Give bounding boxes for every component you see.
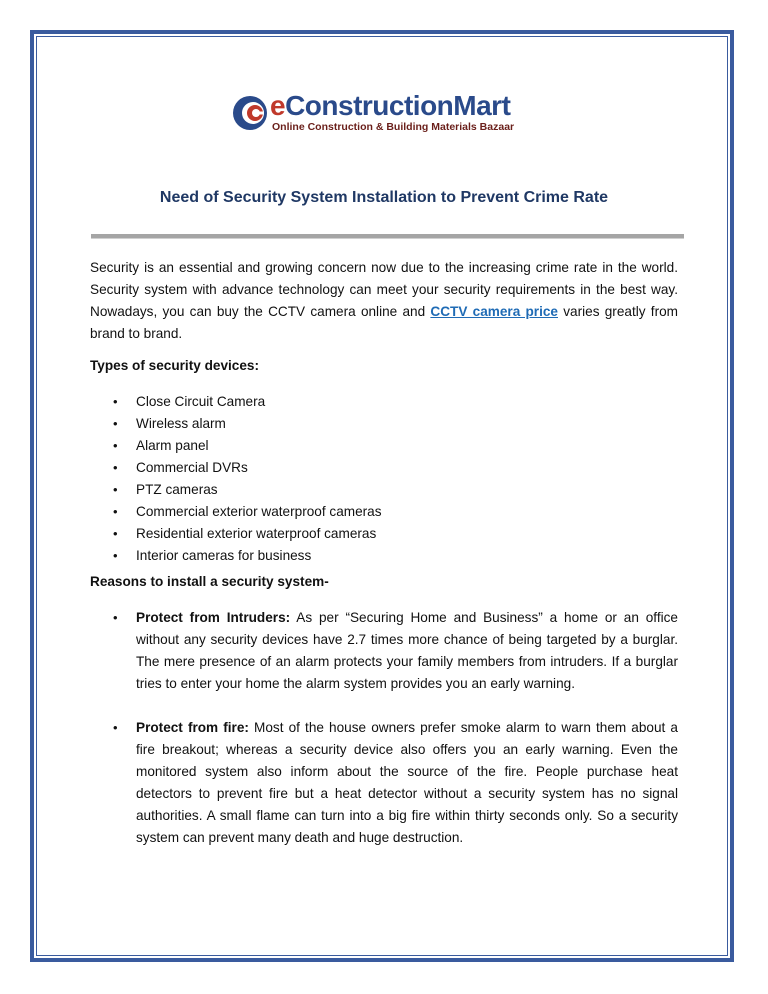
list-item: • PTZ cameras: [90, 479, 678, 501]
logo-name: [270, 90, 510, 122]
list-item: • Residential exterior waterproof cameras: [90, 523, 678, 545]
document-body: [90, 257, 678, 849]
list-item: • Interior cameras for business: [90, 545, 678, 567]
intro-paragraph: [90, 257, 678, 345]
bullet-icon: •: [113, 482, 118, 497]
reason-text: As per “Securing Home and Business” a home or an office without any security devices have 2.7 times more chance of being targeted by a burglar. The mere presence of an alarm protects your family members from intruders. If a burglar tries to enter your home the alarm system provides you an early warning.: [136, 610, 678, 691]
reason-label: Protect from Intruders:: [136, 610, 291, 625]
bullet-icon: •: [113, 416, 118, 431]
cctv-camera-price-link[interactable]: CCTV camera price: [430, 304, 558, 319]
bullet-icon: •: [113, 504, 118, 519]
list-item: • Commercial DVRs: [90, 457, 678, 479]
logo-mark-icon: [232, 94, 270, 132]
reason-item-fire: [90, 717, 678, 849]
reason-item-intruders: [90, 607, 678, 695]
bullet-icon: •: [113, 610, 118, 625]
bullet-icon: •: [113, 394, 118, 409]
logo-tagline: Online Construction & Building Materials Bazaar: [272, 121, 515, 133]
bullet-icon: •: [113, 438, 118, 453]
bullet-icon: •: [113, 720, 118, 735]
list-item: • Commercial exterior waterproof cameras: [90, 501, 678, 523]
bullet-icon: •: [113, 526, 118, 541]
list-item: • Alarm panel: [90, 435, 678, 457]
intro-text-before: Security is an essential and growing concern now due to the increasing crime rate in the world. Security system with advance technology can meet your security requirements in the best way. Nowadays, you can buy the CCTV camera online and: [90, 260, 678, 319]
econstructionmart-logo: [232, 92, 542, 140]
title-divider: [91, 234, 684, 239]
reason-text: Most of the house owners prefer smoke alarm to warn them about a fire breakout; whereas a security device also offers you an early warning. Even the monitored system also inform about the source of the fire. People purchase heat detectors to prevent fire but a heat detector without a security system has no signal authorities. A small flame can turn into a big fire within thirty seconds only. So a security system can prevent many death and huge destruction.: [136, 720, 678, 845]
devices-heading: Types of security devices:: [90, 358, 259, 373]
reason-label: Protect from fire:: [136, 720, 249, 735]
bullet-icon: •: [113, 460, 118, 475]
logo-name-rest: ConstructionMart: [285, 90, 511, 121]
devices-list: [90, 391, 678, 567]
document-title: Need of Security System Installation to Prevent Crime Rate: [159, 189, 609, 206]
intro-text-after: varies greatly from brand to brand.: [90, 304, 678, 341]
list-item: • Close Circuit Camera: [90, 391, 678, 413]
reasons-heading: Reasons to install a security system-: [90, 574, 329, 589]
logo-name-prefix: e: [270, 90, 286, 121]
reasons-list: [90, 607, 678, 849]
list-item: • Wireless alarm: [90, 413, 678, 435]
bullet-icon: •: [113, 548, 118, 563]
